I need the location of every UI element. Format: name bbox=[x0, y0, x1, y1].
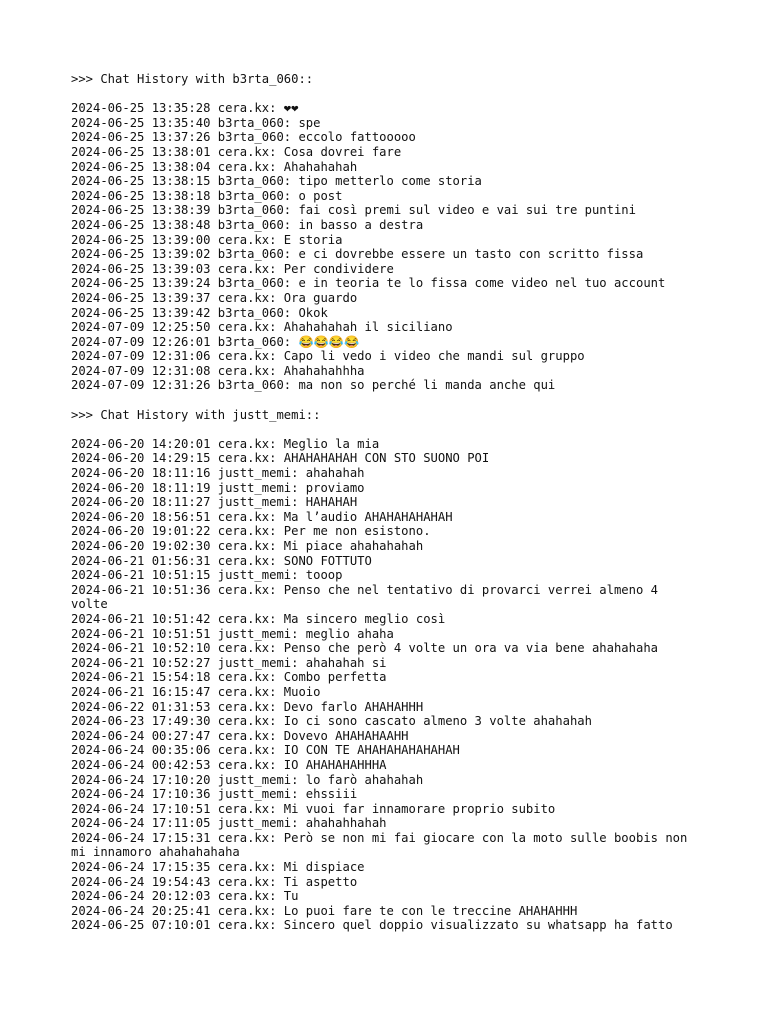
chat-message-line: 2024-06-20 18:11:16 justt_memi: ahahahah bbox=[71, 466, 365, 481]
chat-message-line: 2024-06-21 10:51:42 cera.kx: Ma sincero meglio così bbox=[71, 611, 446, 626]
chat-message-line: 2024-06-25 13:35:40 b3rta_060: spe bbox=[71, 115, 321, 130]
chat-message-line: 2024-06-24 17:10:51 cera.kx: Mi vuoi far innamorare proprio subito bbox=[71, 801, 556, 816]
message-list bbox=[71, 101, 691, 393]
chat-message-line: 2024-06-20 18:11:27 justt_memi: HAHAHAH bbox=[71, 495, 358, 510]
chat-section-b3rta bbox=[71, 72, 691, 393]
chat-message-line: 2024-06-24 00:42:53 cera.kx: IO AHAHAHAHHHA bbox=[71, 757, 387, 772]
chat-section-justt-memi bbox=[71, 407, 695, 933]
message-list bbox=[71, 436, 695, 933]
chat-message-line: 2024-06-21 10:51:51 justt_memi: meglio ahaha bbox=[71, 626, 394, 641]
chat-message-line: 2024-06-24 20:25:41 cera.kx: Lo puoi fare te con le treccine AHAHAHHH bbox=[71, 903, 578, 918]
chat-message-line: 2024-06-25 13:38:48 b3rta_060: in basso a destra bbox=[71, 217, 424, 232]
chat-message-line: 2024-06-25 13:39:37 cera.kx: Ora guardo bbox=[71, 290, 358, 305]
blank-line bbox=[71, 87, 691, 102]
chat-header: >>> Chat History with b3rta_060:: bbox=[71, 72, 314, 86]
chat-message-line: 2024-06-25 13:38:18 b3rta_060: o post bbox=[71, 188, 343, 203]
blank-line bbox=[71, 393, 691, 408]
chat-message-line: 2024-06-20 18:56:51 cera.kx: Ma l’audio AHAHAHAHAHAH bbox=[71, 509, 453, 524]
chat-message-line: 2024-06-20 14:20:01 cera.kx: Meglio la mia bbox=[71, 436, 380, 451]
chat-message-line: 2024-06-20 19:02:30 cera.kx: Mi piace ahahahahah bbox=[71, 539, 424, 553]
chat-message-line: 2024-06-24 00:35:06 cera.kx: IO CON TE AHAHAHAHAHAHAH bbox=[71, 743, 460, 758]
chat-message-line: 2024-06-25 13:38:15 b3rta_060: tipo metterlo come storia bbox=[71, 174, 482, 189]
chat-message-line: 2024-06-24 19:54:43 cera.kx: Ti aspetto bbox=[71, 874, 358, 889]
chat-message-line: 2024-06-24 17:11:05 justt_memi: ahahahhahah bbox=[71, 816, 387, 831]
chat-log-document bbox=[71, 72, 695, 933]
chat-message-line: 2024-06-25 13:39:02 b3rta_060: e ci dovrebbe essere un tasto con scritto fissa bbox=[71, 247, 644, 262]
chat-message-line: 2024-06-25 07:10:01 cera.kx: Sincero quel doppio visualizzato su whatsapp ha fatto bbox=[71, 918, 673, 933]
chat-message-line: 2024-06-25 13:38:01 cera.kx: Cosa dovrei fare bbox=[71, 144, 402, 159]
blank-line bbox=[71, 422, 691, 437]
chat-message-line: 2024-06-25 13:38:04 cera.kx: Ahahahahah bbox=[71, 159, 358, 174]
chat-message-line: 2024-06-24 20:12:03 cera.kx: Tu bbox=[71, 889, 299, 904]
chat-message-line: 2024-06-25 13:39:42 b3rta_060: Okok bbox=[71, 305, 328, 320]
chat-message-line: 2024-06-24 17:15:35 cera.kx: Mi dispiace bbox=[71, 860, 365, 875]
chat-message-line: 2024-06-20 18:11:19 justt_memi: proviamo bbox=[71, 480, 365, 495]
chat-message-line: 2024-07-09 12:25:50 cera.kx: Ahahahahah il siciliano bbox=[71, 320, 453, 335]
chat-message-line: 2024-06-20 14:29:15 cera.kx: AHAHAHAHAH CON STO SUONO POI bbox=[71, 451, 490, 466]
chat-header: >>> Chat History with justt_memi:: bbox=[71, 407, 321, 422]
chat-message-line: 2024-06-25 13:38:39 b3rta_060: fai così premi sul video e vai sui tre puntini bbox=[71, 203, 636, 218]
chat-message-line: 2024-06-25 13:39:03 cera.kx: Per condividere bbox=[71, 261, 394, 276]
chat-message-line: 2024-07-09 12:31:06 cera.kx: Capo li vedo i video che mandi sul gruppo bbox=[71, 349, 585, 364]
chat-message-line: 2024-06-22 01:31:53 cera.kx: Devo farlo AHAHAHHH bbox=[71, 699, 424, 714]
chat-message-line: 2024-06-21 10:52:27 justt_memi: ahahahah si bbox=[71, 655, 387, 670]
chat-message-line: 2024-06-20 19:01:22 cera.kx: Per me non esistono. bbox=[71, 524, 431, 539]
chat-message-line: 2024-07-09 12:26:01 b3rta_060: 😂😂😂😂 bbox=[71, 334, 360, 349]
chat-message-line: 2024-06-24 00:27:47 cera.kx: Dovevo AHAHAHAAHH bbox=[71, 728, 409, 743]
chat-message-line: 2024-06-24 17:15:31 cera.kx: Però se non mi fai giocare con la moto sulle boobis non mi innamoro ahahahahaha bbox=[71, 830, 695, 860]
chat-message-line: 2024-06-21 16:15:47 cera.kx: Muoio bbox=[71, 684, 321, 699]
chat-message-line: 2024-06-24 17:10:36 justt_memi: ehssiii bbox=[71, 787, 358, 802]
chat-message-line: 2024-07-09 12:31:08 cera.kx: Ahahahahhha bbox=[71, 363, 365, 378]
chat-message-line: 2024-06-21 10:51:15 justt_memi: tooop bbox=[71, 568, 343, 583]
chat-message-line: 2024-07-09 12:31:26 b3rta_060: ma non so perché li manda anche qui bbox=[71, 378, 556, 393]
chat-message-line: 2024-06-21 10:51:36 cera.kx: Penso che nel tentativo di provarci verrei almeno 4 volte bbox=[71, 582, 666, 612]
chat-message-line: 2024-06-21 01:56:31 cera.kx: SONO FOTTUTO bbox=[71, 553, 372, 568]
chat-message-line: 2024-06-21 15:54:18 cera.kx: Combo perfetta bbox=[71, 670, 387, 685]
chat-message-line: 2024-06-24 17:10:20 justt_memi: lo farò ahahahah bbox=[71, 772, 424, 787]
chat-message-line: 2024-06-25 13:37:26 b3rta_060: eccolo fattooooo bbox=[71, 130, 416, 145]
chat-message-line: 2024-06-21 10:52:10 cera.kx: Penso che però 4 volte un ora va via bene ahahahaha bbox=[71, 641, 658, 656]
chat-message-line: 2024-06-25 13:39:24 b3rta_060: e in teoria te lo fissa come video nel tuo account bbox=[71, 276, 666, 291]
chat-message-line: 2024-06-25 13:39:00 cera.kx: E storia bbox=[71, 232, 343, 247]
chat-message-line: 2024-06-23 17:49:30 cera.kx: Io ci sono cascato almeno 3 volte ahahahah bbox=[71, 714, 592, 729]
chat-message-line: 2024-06-25 13:35:28 cera.kx: ❤❤ bbox=[71, 101, 299, 116]
